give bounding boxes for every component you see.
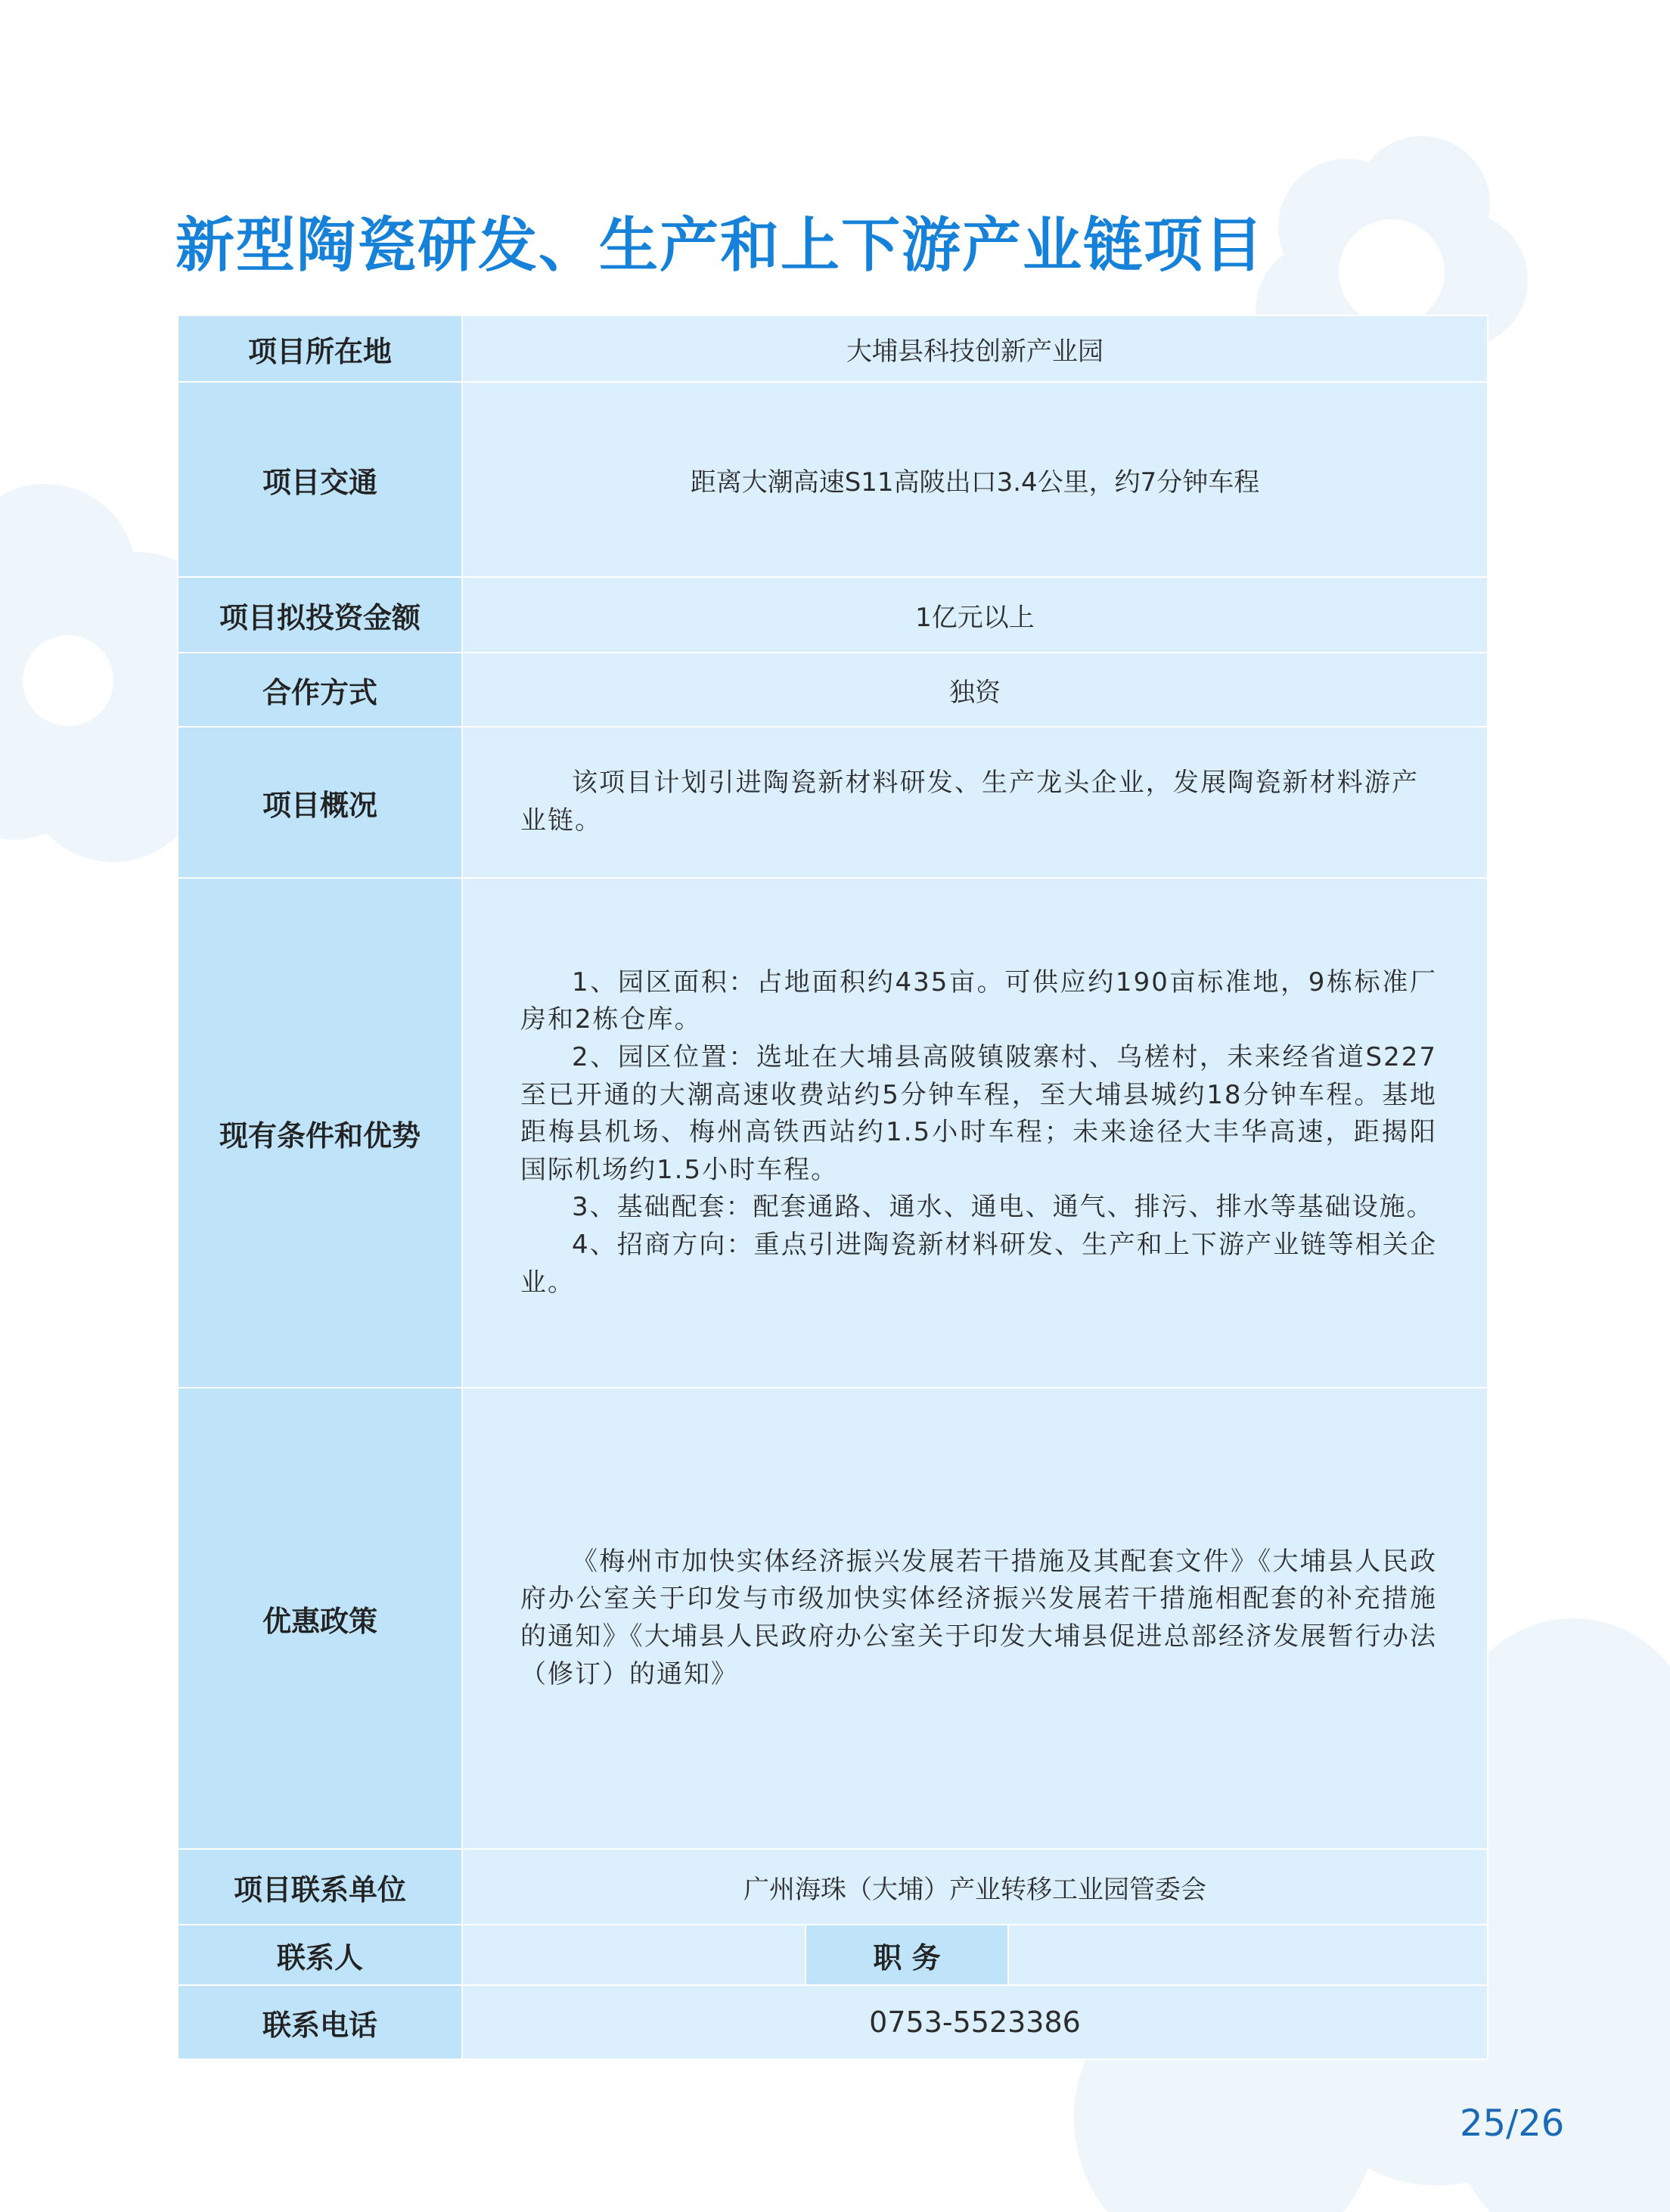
conditions-label: 现有条件和优势 (178, 878, 462, 1388)
contact-value (463, 1925, 806, 1984)
location-label: 项目所在地 (178, 315, 462, 382)
overview-text: 该项目计划引进陶瓷新材料研发、生产龙头企业，发展陶瓷新材料游产业链。 (520, 768, 1419, 836)
location-value: 大埔县科技创新产业园 (462, 315, 1488, 382)
project-info-table (177, 315, 1488, 2060)
cooperation-label: 合作方式 (178, 653, 462, 727)
duty-value (1008, 1925, 1487, 1984)
unit-label: 项目联系单位 (178, 1849, 462, 1925)
conditions-item: 1、园区面积：占地面积约435亩。可供应约190亩标准地，9栋标准厂房和2栋仓库。 (520, 966, 1437, 1035)
page-number: 25/26 (1460, 2102, 1565, 2145)
conditions-item: 4、招商方向：重点引进陶瓷新材料研发、生产和上下游产业链等相关企业。 (520, 1229, 1437, 1298)
table-row (178, 878, 1488, 1388)
table-row (178, 653, 1488, 727)
table-row (178, 577, 1488, 653)
table-row (178, 315, 1488, 382)
phone-label: 联系电话 (178, 1985, 462, 2059)
overview-label: 项目概况 (178, 727, 462, 878)
unit-value: 广州海珠（大埔）产业转移工业园管委会 (462, 1849, 1488, 1925)
phone-value: 0753-5523386 (462, 1985, 1488, 2059)
conditions-item: 3、基础配套：配套通路、通水、通电、通气、排污、排水等基础设施。 (572, 1192, 1434, 1223)
conditions-text (463, 964, 1487, 1301)
contact-inner-table (463, 1925, 1487, 1984)
table-row (178, 727, 1488, 878)
table-row (178, 1849, 1488, 1925)
investment-value: 1亿元以上 (462, 577, 1488, 653)
table-row (178, 1985, 1488, 2059)
policy-text: 《梅州市加快实体经济振兴发展若干措施及其配套文件》《大埔县人民政府办公室关于印发与市级加快实体经济振兴发展若干措施相配套的补充措施的通知》《大埔县人民政府办公室关于印发大埔县促进总部经济发展暂行办法（修订）的通知》 (520, 1546, 1437, 1689)
traffic-label: 项目交通 (178, 382, 462, 577)
table-row (178, 1388, 1488, 1849)
contact-label: 联系人 (178, 1925, 462, 1985)
page-title: 新型陶瓷研发、生产和上下游产业链项目 (175, 212, 1265, 280)
investment-label: 项目拟投资金额 (178, 577, 462, 653)
policy-label: 优惠政策 (178, 1388, 462, 1849)
traffic-value: 距离大潮高速S11高陂出口3.4公里，约7分钟车程 (462, 382, 1488, 577)
table-row (178, 1925, 1488, 1985)
table-row (178, 382, 1488, 577)
duty-label: 职 务 (806, 1925, 1008, 1984)
cooperation-value: 独资 (462, 653, 1488, 727)
conditions-item: 2、园区位置：选址在大埔县高陂镇陂寨村、乌槎村，未来经省道S227至已开通的大潮高速收费站约5分钟车程，至大埔县城约18分钟车程。基地距梅县机场、梅州高铁西站约1.5小时车程；未来途径大丰华高速，距揭阳国际机场约1.5小时车程。 (520, 1042, 1437, 1185)
